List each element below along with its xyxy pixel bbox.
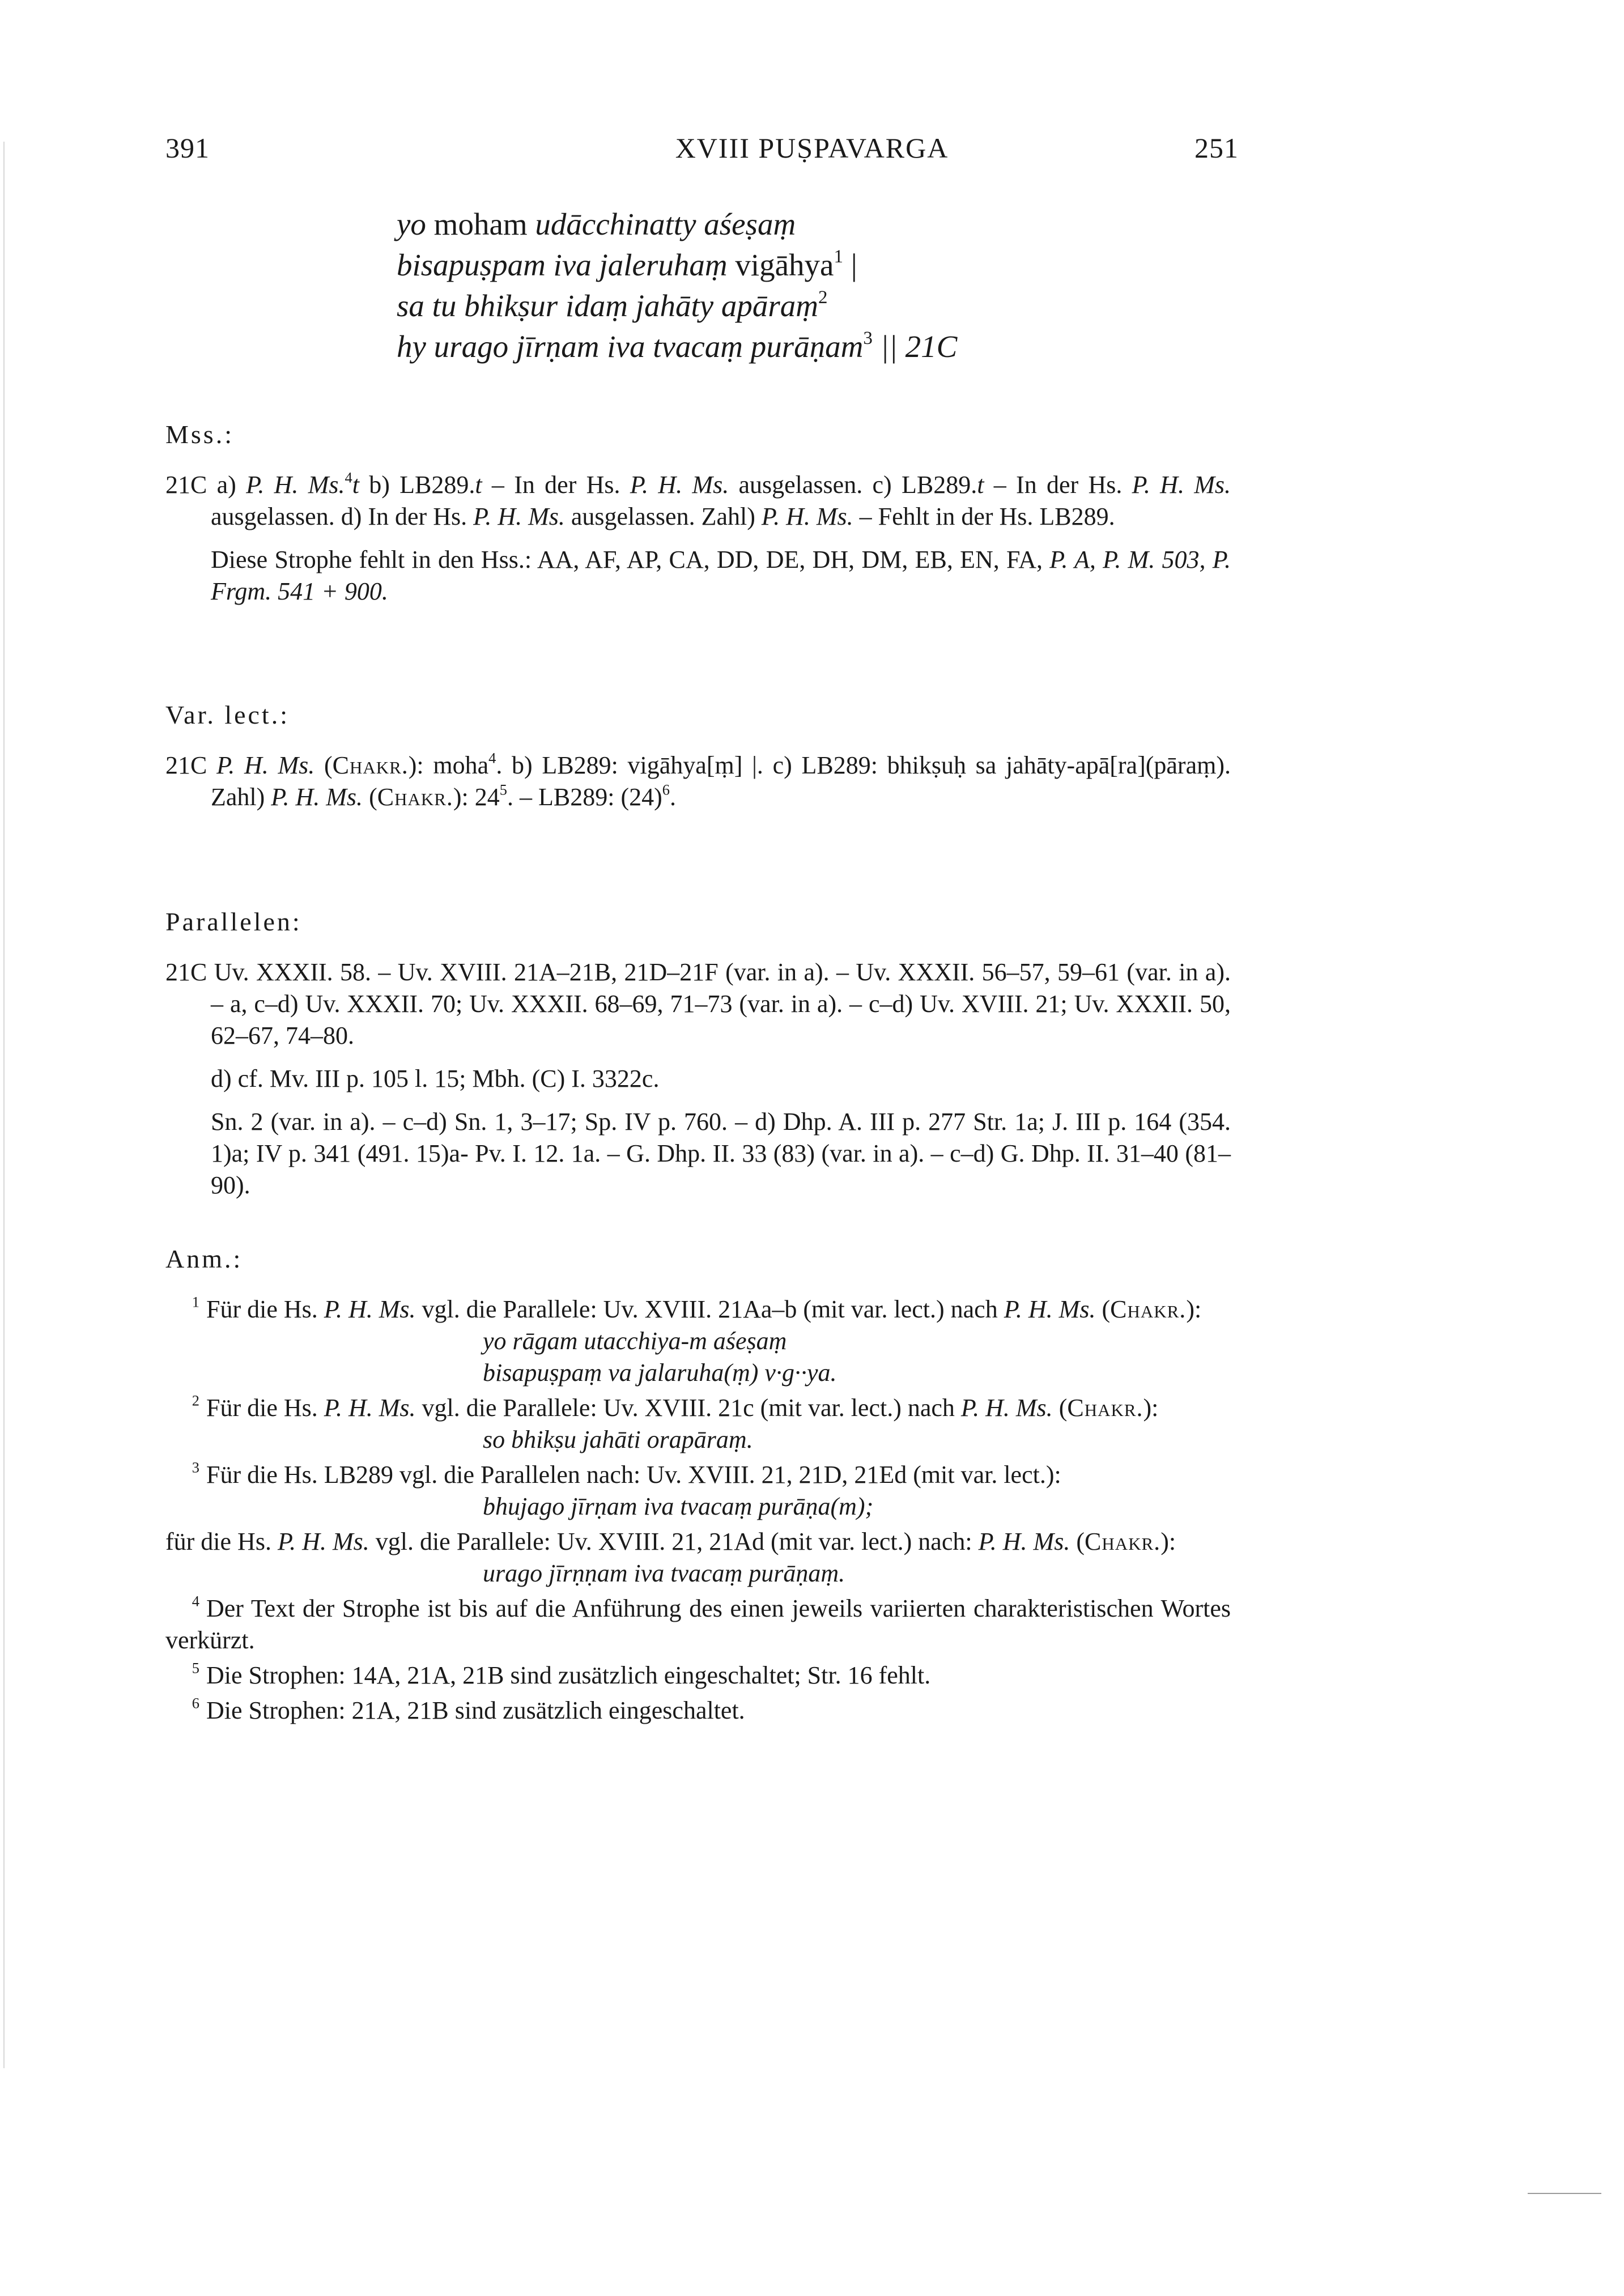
parallelen-entry-3: Sn. 2 (var. in a). – c–d) Sn. 1, 3–17; Sp. IV p. 760. – d) Dhp. A. III p. 277 Str. 1a; J. III p. 164 (354. 1)a; IV p. 341 (491. 15)a- Pv. I. 12. 1a. – G. Dhp. II. 33 (83) (var. in a). – c–d) G. Dhp. II. 31–40 (81–90). [211,1108,1231,1199]
footnote-6: $^6$ Die Strophen: 21A, 21B sind zusätzlich eingeschaltet. [192,1694,745,1724]
footnote-3-quote-2: urago jīrṇṇam iva tvacaṃ purāṇaṃ. [483,1559,845,1587]
verse-line-4: hy urago jīrṇam iva tvacaṃ purāṇam$^3$ || 21C [397,328,958,364]
scan-edge-line [3,142,5,2068]
var-lect-entry: 21C P. H. Ms. (Chakr.): moha$^4$. b) LB289: vigāhya[ṃ] |. c) LB289: bhikṣuḥ sa jahāty-apā[ra](pāraṃ). Zahl) P. H. Ms. (Chakr.): $24^5$. – LB289: $(24)^6$. [165,749,1231,811]
footnote-3-continued: für die Hs. P. H. Ms. vgl. die Parallele: Uv. XVIII. 21, 21Ad (mit var. lect.) nach: P. H. Ms. (Chakr.): [165,1528,1176,1555]
footnote-1-quote-line-1: yo rāgam utacchiya-m aśeṣaṃ [483,1327,787,1355]
section-title-anm: Anm.: [165,1244,243,1273]
footnote-3: $^3$ Für die Hs. LB289 vgl. die Parallelen nach: Uv. XVIII. 21, 21D, 21Ed (mit var. lect.): [192,1459,1061,1489]
section-mss [165,469,1231,607]
section-title-parallelen: Parallelen: [165,907,302,936]
footnote-3-quote-1: bhujago jīrṇam iva tvacaṃ purāṇa(m); [483,1493,874,1520]
footnote-2: $^2$ Für die Hs. P. H. Ms. vgl. die Parallele: Uv. XVIII. 21c (mit var. lect.) nach P. H. Ms. (Chakr.): [192,1392,1159,1422]
mss-missing-note: Diese Strophe fehlt in den Hss.: AA, AF, AP, CA, DD, DE, DH, DM, EB, EN, FA, P. A, P. M. 503, P. Frgm. 541 + 900. [211,546,1231,605]
parallelen-entry-1: 21C Uv. XXXII. 58. – Uv. XVIII. 21A–21B, 21D–21F (var. in a). – Uv. XXXII. 56–57, 59–61 (var. in a). – a, c–d) Uv. XXXII. 70; Uv. XXXII. 68–69, 71–73 (var. in a). – c–d) Uv. XVIII. 21; Uv. XXXII. 50, 62–67, 74–80. [165,958,1231,1049]
section-title-var-lect: Var. lect.: [165,700,290,729]
footnote-1: $^1$ Für die Hs. P. H. Ms. vgl. die Parallele: Uv. XVIII. 21Aa–b (mit var. lect.) nach P. H. Ms. (Chakr.): [192,1293,1202,1323]
section-anm [165,1294,1231,1727]
footnote-5: $^5$ Die Strophen: 14A, 21A, 21B sind zusätzlich eingeschaltet; Str. 16 fehlt. [192,1659,931,1689]
mss-entry: 21C a) P. H. Ms.$^4$t b) LB289.t – In der Hs. P. H. Ms. ausgelassen. c) LB289.t – In der Hs. P. H. Ms. ausgelassen. d) In der Hs. P. H. Ms. ausgelassen. Zahl) P. H. Ms. – Fehlt in der Hs. LB289. [165,469,1231,530]
section-var-lect [165,750,1231,813]
section-title-mss: Mss.: [165,420,234,449]
running-header-title: XVIII PUṢPAVARGA [675,132,949,164]
verse-21c [397,204,957,367]
footnote-1-quote-line-2: bisapuṣpaṃ va jalaruha(ṃ) v·g··ya. [483,1359,837,1387]
verse-line-2: bisapuṣpam iva jaleruhaṃ vigāhya$^1$ | [397,246,857,282]
verse-line-3: sa tu bhikṣur idaṃ jahāty apāraṃ$^2$ [397,287,828,323]
parallelen-entry-2: d) cf. Mv. III p. 105 l. 15; Mbh. (C) I. 3322c. [211,1065,660,1092]
verse-line-1: yo moham udācchinatty aśeṣaṃ [397,207,796,241]
running-page-number-right: 251 [1194,132,1239,164]
running-page-number-left: 391 [165,132,210,164]
scan-edge-mark [1528,2193,1601,2194]
footnote-2-quote: so bhikṣu jahāti orapāraṃ. [483,1426,753,1453]
footnote-4: $^4$ Der Text der Strophe ist bis auf die Anführung des einen jeweils variierten charakteristischen Wortes verkürzt. [165,1592,1231,1654]
section-parallelen [165,956,1231,1201]
